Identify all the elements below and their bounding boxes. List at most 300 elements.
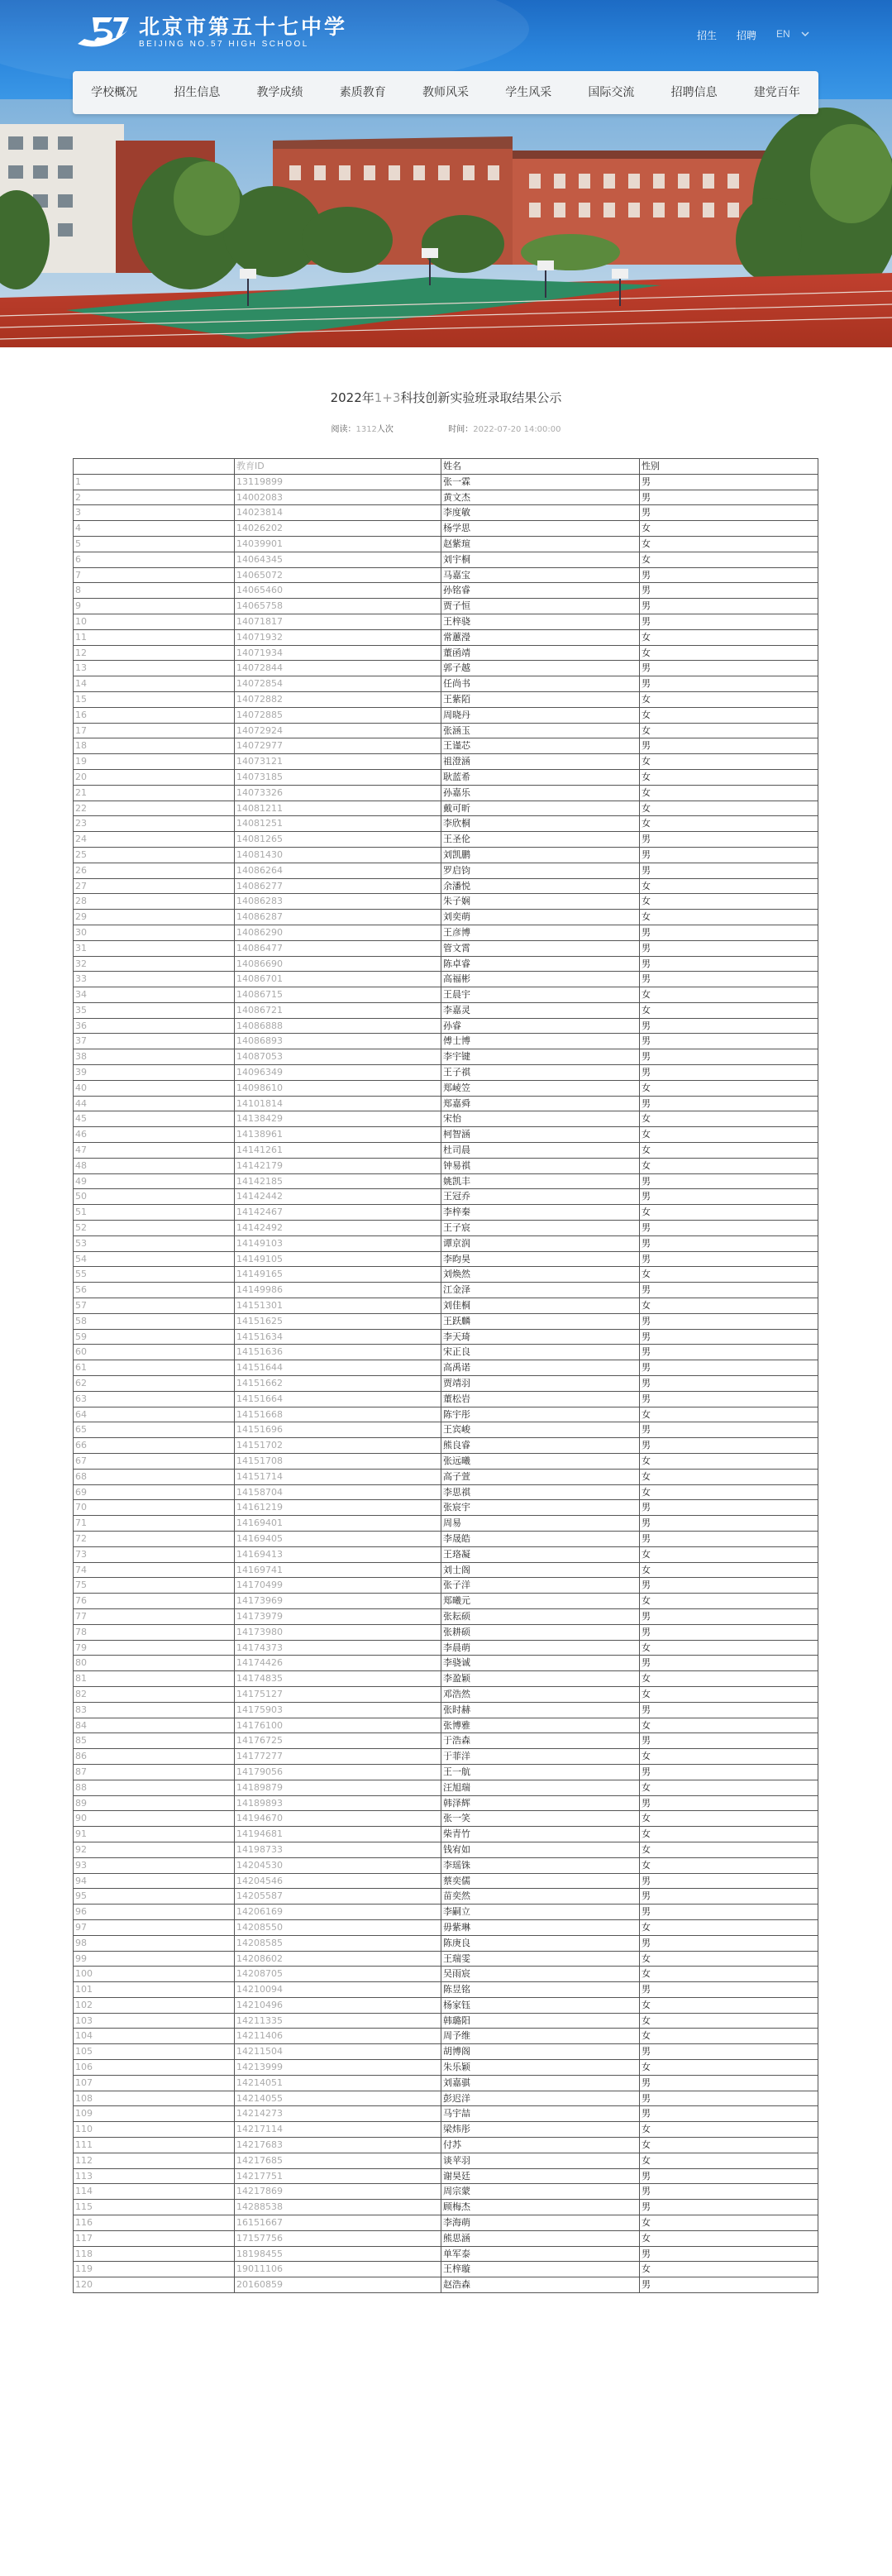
- education-id: 14179056: [235, 1764, 441, 1780]
- student-name: 王紫陌: [441, 691, 640, 707]
- table-row: [74, 521, 818, 537]
- row-index: 79: [74, 1640, 235, 1656]
- gender: 男: [640, 1096, 818, 1111]
- education-id: 14086893: [235, 1034, 441, 1049]
- student-name: 王谨芯: [441, 738, 640, 754]
- table-row: [74, 1143, 818, 1159]
- gender: 女: [640, 1546, 818, 1562]
- student-name: 谈苹羽: [441, 2153, 640, 2168]
- nav-quality-education[interactable]: 素质教育: [339, 86, 386, 99]
- gender: 男: [640, 1034, 818, 1049]
- row-index: 16: [74, 707, 235, 723]
- gender: 女: [640, 645, 818, 661]
- table-row: [74, 801, 818, 816]
- row-index: 11: [74, 629, 235, 645]
- gender: 女: [640, 2013, 818, 2029]
- row-index: 103: [74, 2013, 235, 2029]
- education-id: 17157756: [235, 2230, 441, 2246]
- education-id: 14214055: [235, 2091, 441, 2106]
- education-id: 14176725: [235, 1733, 441, 1749]
- education-id: 13119899: [235, 474, 441, 490]
- row-index: 61: [74, 1360, 235, 1376]
- row-index: 87: [74, 1764, 235, 1780]
- student-name: 任尚书: [441, 676, 640, 692]
- gender: 女: [640, 1718, 818, 1733]
- table-row: [74, 2168, 818, 2184]
- row-index: 8: [74, 583, 235, 599]
- student-name: 柯智涵: [441, 1127, 640, 1143]
- table-row: [74, 1827, 818, 1842]
- views-value: 1312: [355, 425, 377, 434]
- student-name: 钱宥如: [441, 1842, 640, 1857]
- gender: 女: [640, 878, 818, 894]
- language-switch[interactable]: [776, 28, 809, 42]
- student-name: 胡博阁: [441, 2044, 640, 2060]
- row-index: 90: [74, 1811, 235, 1827]
- row-index: 32: [74, 956, 235, 972]
- education-id: 14208585: [235, 1935, 441, 1951]
- nav-admissions[interactable]: 招生信息: [174, 86, 221, 99]
- nav-party-centenary[interactable]: 建党百年: [753, 86, 800, 99]
- gender: 男: [640, 490, 818, 505]
- title-highlight: 1+3: [374, 390, 401, 405]
- gender: 男: [640, 1065, 818, 1081]
- row-index: 30: [74, 925, 235, 940]
- table-row: [74, 832, 818, 848]
- student-name: 张耕硕: [441, 1624, 640, 1640]
- gender: 男: [640, 1531, 818, 1546]
- table-row: [74, 1500, 818, 1516]
- education-id: 14208550: [235, 1919, 441, 1935]
- student-name: 马嘉宝: [441, 567, 640, 583]
- row-index: 93: [74, 1857, 235, 1873]
- student-name: 郑曦元: [441, 1594, 640, 1609]
- gender: 男: [640, 1733, 818, 1749]
- table-row: [74, 1283, 818, 1298]
- table-row: [74, 723, 818, 738]
- gender: 女: [640, 1407, 818, 1422]
- student-name: 彭迟洋: [441, 2091, 640, 2106]
- gender: 男: [640, 1391, 818, 1407]
- gender: 男: [640, 940, 818, 956]
- nav-international[interactable]: 国际交流: [588, 86, 635, 99]
- student-name: 李思祺: [441, 1484, 640, 1500]
- gender: 女: [640, 910, 818, 925]
- row-index: 40: [74, 1080, 235, 1096]
- row-index: 102: [74, 1997, 235, 2013]
- table-row: [74, 490, 818, 505]
- student-name: 宋正良: [441, 1345, 640, 1360]
- table-row: [74, 1158, 818, 1173]
- education-id: 14151301: [235, 1298, 441, 1314]
- row-index: 18: [74, 738, 235, 754]
- table-row: [74, 1422, 818, 1438]
- nav-teaching-results[interactable]: 教学成绩: [256, 86, 303, 99]
- table-row: [74, 1189, 818, 1205]
- student-name: 陈宇彤: [441, 1407, 640, 1422]
- table-row: [74, 1982, 818, 1998]
- student-name: 周易: [441, 1516, 640, 1532]
- gender: 女: [640, 1143, 818, 1159]
- row-index: 63: [74, 1391, 235, 1407]
- row-index: 69: [74, 1484, 235, 1500]
- table-row: [74, 1080, 818, 1096]
- education-id: 14151662: [235, 1376, 441, 1392]
- gender: 女: [640, 1469, 818, 1484]
- gender: 女: [640, 816, 818, 832]
- nav-school-overview[interactable]: 学校概况: [91, 86, 138, 99]
- education-id: 14086690: [235, 956, 441, 972]
- education-id: 14211406: [235, 2029, 441, 2044]
- table-row: [74, 1935, 818, 1951]
- table-row: [74, 505, 818, 521]
- table-row: [74, 1065, 818, 1081]
- education-id: 14098610: [235, 1080, 441, 1096]
- student-name: 蔡奕儒: [441, 1873, 640, 1889]
- gender: 男: [640, 1189, 818, 1205]
- table-row: [74, 940, 818, 956]
- gender: 女: [640, 1686, 818, 1702]
- education-id: 14086290: [235, 925, 441, 940]
- gender: 女: [640, 769, 818, 785]
- student-name: 管文霄: [441, 940, 640, 956]
- table-row: [74, 1624, 818, 1640]
- education-id: 14189879: [235, 1780, 441, 1795]
- school-logo[interactable]: [74, 10, 347, 56]
- student-name: 陈庚良: [441, 1935, 640, 1951]
- row-index: 44: [74, 1096, 235, 1111]
- student-name: 李梓秦: [441, 1205, 640, 1221]
- student-name: 李度敏: [441, 505, 640, 521]
- student-name: 王一航: [441, 1764, 640, 1780]
- education-id: 14217683: [235, 2138, 441, 2153]
- row-index: 64: [74, 1407, 235, 1422]
- education-id: 14002083: [235, 490, 441, 505]
- student-name: 刘士阁: [441, 1562, 640, 1578]
- student-name: 罗启钧: [441, 863, 640, 878]
- education-id: 14071934: [235, 645, 441, 661]
- gender: 男: [640, 2277, 818, 2293]
- gender: 女: [640, 1749, 818, 1765]
- table-row: [74, 894, 818, 910]
- gender: 女: [640, 1594, 818, 1609]
- table-row: [74, 536, 818, 552]
- table-row: [74, 754, 818, 770]
- student-name: 毋紫琳: [441, 1919, 640, 1935]
- education-id: 14169401: [235, 1516, 441, 1532]
- table-row: [74, 599, 818, 614]
- gender: 男: [640, 1873, 818, 1889]
- gender: 男: [640, 1221, 818, 1236]
- table-row: [74, 910, 818, 925]
- education-id: 14142179: [235, 1158, 441, 1173]
- student-name: 李昀昊: [441, 1251, 640, 1267]
- top-link-admissions[interactable]: 招生: [696, 30, 717, 41]
- table-row: [74, 1702, 818, 1718]
- table-row: [74, 1686, 818, 1702]
- row-index: 119: [74, 2262, 235, 2277]
- gender: 男: [640, 1982, 818, 1998]
- student-name: 于菲洋: [441, 1749, 640, 1765]
- student-name: 祖澄涵: [441, 754, 640, 770]
- student-name: 张一笑: [441, 1811, 640, 1827]
- education-id: 14169741: [235, 1562, 441, 1578]
- student-name: 戴可昕: [441, 801, 640, 816]
- row-index: 65: [74, 1422, 235, 1438]
- gender: 男: [640, 1935, 818, 1951]
- row-index: 86: [74, 1749, 235, 1765]
- education-id: 14064345: [235, 552, 441, 567]
- gender: 女: [640, 723, 818, 738]
- table-row: [74, 738, 818, 754]
- education-id: 14086721: [235, 1002, 441, 1018]
- student-name: 贾靖羽: [441, 1376, 640, 1392]
- education-id: 16151667: [235, 2215, 441, 2231]
- education-id: 14151708: [235, 1454, 441, 1470]
- row-index: 98: [74, 1935, 235, 1951]
- gender: 男: [640, 925, 818, 940]
- table-header-row: [74, 459, 818, 475]
- gender: 男: [640, 1438, 818, 1454]
- row-index: 91: [74, 1827, 235, 1842]
- gender: 女: [640, 1967, 818, 1982]
- education-id: 14177277: [235, 1749, 441, 1765]
- education-id: 14072924: [235, 723, 441, 738]
- student-name: 李嘉灵: [441, 1002, 640, 1018]
- table-row: [74, 2060, 818, 2076]
- gender: 男: [640, 2200, 818, 2215]
- education-id: 14023814: [235, 505, 441, 521]
- table-row: [74, 987, 818, 1003]
- table-row: [74, 1345, 818, 1360]
- nav-teachers[interactable]: 教师风采: [422, 86, 469, 99]
- student-name: 李宇键: [441, 1049, 640, 1065]
- table-row: [74, 1811, 818, 1827]
- row-index: 27: [74, 878, 235, 894]
- row-index: 110: [74, 2122, 235, 2138]
- table-row: [74, 2215, 818, 2231]
- table-row: [74, 1764, 818, 1780]
- student-name: 于浩森: [441, 1733, 640, 1749]
- row-index: 100: [74, 1967, 235, 1982]
- gender: 男: [640, 661, 818, 676]
- row-index: 55: [74, 1267, 235, 1283]
- table-row: [74, 1484, 818, 1500]
- nav-jobs[interactable]: 招聘信息: [670, 86, 718, 99]
- row-index: 99: [74, 1951, 235, 1967]
- gender: 男: [640, 1889, 818, 1905]
- student-name: 刘焕然: [441, 1267, 640, 1283]
- education-id: 14142492: [235, 1221, 441, 1236]
- education-id: 14206169: [235, 1905, 441, 1920]
- table-row: [74, 1857, 818, 1873]
- education-id: 14151644: [235, 1360, 441, 1376]
- gender: 女: [640, 1267, 818, 1283]
- top-links: [697, 28, 809, 42]
- gender: 男: [640, 832, 818, 848]
- row-index: 120: [74, 2277, 235, 2293]
- education-id: 14176100: [235, 1718, 441, 1733]
- table-row: [74, 1111, 818, 1127]
- education-id: 14217869: [235, 2184, 441, 2200]
- gender: 女: [640, 691, 818, 707]
- row-index: 72: [74, 1531, 235, 1546]
- gender: 男: [640, 2106, 818, 2122]
- row-index: 85: [74, 1733, 235, 1749]
- row-index: 94: [74, 1873, 235, 1889]
- row-index: 46: [74, 1127, 235, 1143]
- logo-chinese-name: 北京市第五十七中学: [139, 15, 348, 39]
- gender: 男: [640, 2184, 818, 2200]
- student-name: 汪旭瑞: [441, 1780, 640, 1795]
- row-index: 73: [74, 1546, 235, 1562]
- student-name: 周晓丹: [441, 707, 640, 723]
- student-name: 杨学思: [441, 521, 640, 537]
- row-index: 66: [74, 1438, 235, 1454]
- gender: 男: [640, 1702, 818, 1718]
- education-id: 14174373: [235, 1640, 441, 1656]
- row-index: 104: [74, 2029, 235, 2044]
- table-row: [74, 661, 818, 676]
- student-name: 黄文杰: [441, 490, 640, 505]
- student-name: 韩泽辉: [441, 1795, 640, 1811]
- nav-students[interactable]: 学生风采: [505, 86, 552, 99]
- education-id: 14073326: [235, 785, 441, 801]
- header-name: 姓名: [441, 459, 640, 475]
- education-id: 14081251: [235, 816, 441, 832]
- student-name: 王彦博: [441, 925, 640, 940]
- table-row: [74, 1313, 818, 1329]
- gender: 男: [640, 583, 818, 599]
- row-index: 70: [74, 1500, 235, 1516]
- time-value: 2022-07-20 14:00:00: [473, 425, 561, 434]
- student-name: 郑嘉舜: [441, 1096, 640, 1111]
- row-index: 51: [74, 1205, 235, 1221]
- row-index: 25: [74, 847, 235, 863]
- table-row: [74, 1905, 818, 1920]
- table-row: [74, 1842, 818, 1857]
- education-id: 14087053: [235, 1049, 441, 1065]
- table-row: [74, 2200, 818, 2215]
- table-row: [74, 1018, 818, 1034]
- row-index: 2: [74, 490, 235, 505]
- row-index: 53: [74, 1235, 235, 1251]
- education-id: 14086277: [235, 878, 441, 894]
- gender: 男: [640, 2044, 818, 2060]
- student-name: 傅士博: [441, 1034, 640, 1049]
- education-id: 14169405: [235, 1531, 441, 1546]
- table-row: [74, 1298, 818, 1314]
- student-name: 王珞凝: [441, 1546, 640, 1562]
- row-index: 89: [74, 1795, 235, 1811]
- table-row: [74, 1951, 818, 1967]
- student-name: 董函靖: [441, 645, 640, 661]
- row-index: 117: [74, 2230, 235, 2246]
- education-id: 14174426: [235, 1656, 441, 1671]
- education-id: 14217751: [235, 2168, 441, 2184]
- row-index: 80: [74, 1656, 235, 1671]
- education-id: 14072844: [235, 661, 441, 676]
- student-name: 高子萱: [441, 1469, 640, 1484]
- gender: 女: [640, 1857, 818, 1873]
- row-index: 37: [74, 1034, 235, 1049]
- education-id: 14142467: [235, 1205, 441, 1221]
- table-row: [74, 847, 818, 863]
- gender: 男: [640, 1578, 818, 1594]
- education-id: 14173979: [235, 1608, 441, 1624]
- gender: 男: [640, 2091, 818, 2106]
- table-row: [74, 1594, 818, 1609]
- row-index: 45: [74, 1111, 235, 1127]
- table-row: [74, 1656, 818, 1671]
- gender: 男: [640, 1608, 818, 1624]
- gender: 男: [640, 2246, 818, 2262]
- education-id: 14151634: [235, 1329, 441, 1345]
- row-index: 108: [74, 2091, 235, 2106]
- student-name: 刘宇桐: [441, 552, 640, 567]
- gender: 女: [640, 1127, 818, 1143]
- gender: 女: [640, 2138, 818, 2153]
- student-name: 顾梅杰: [441, 2200, 640, 2215]
- education-id: 14072854: [235, 676, 441, 692]
- student-name: 郭子越: [441, 661, 640, 676]
- education-id: 14174835: [235, 1671, 441, 1687]
- row-index: 111: [74, 2138, 235, 2153]
- student-name: 李海萌: [441, 2215, 640, 2231]
- row-index: 83: [74, 1702, 235, 1718]
- education-id: 14173980: [235, 1624, 441, 1640]
- row-index: 22: [74, 801, 235, 816]
- table-row: [74, 785, 818, 801]
- gender: 男: [640, 1329, 818, 1345]
- gender: 男: [640, 599, 818, 614]
- table-row: [74, 2029, 818, 2044]
- table-row: [74, 1531, 818, 1546]
- education-id: 14073185: [235, 769, 441, 785]
- row-index: 105: [74, 2044, 235, 2060]
- row-index: 77: [74, 1608, 235, 1624]
- table-row: [74, 1967, 818, 1982]
- row-index: 33: [74, 972, 235, 987]
- gender: 女: [640, 894, 818, 910]
- row-index: 3: [74, 505, 235, 521]
- row-index: 106: [74, 2060, 235, 2076]
- student-name: 朱子娴: [441, 894, 640, 910]
- table-row: [74, 1221, 818, 1236]
- gender: 男: [640, 1251, 818, 1267]
- row-index: 88: [74, 1780, 235, 1795]
- gender: 女: [640, 801, 818, 816]
- education-id: 14205587: [235, 1889, 441, 1905]
- gender: 男: [640, 1283, 818, 1298]
- table-row: [74, 863, 818, 878]
- gender: 男: [640, 1500, 818, 1516]
- student-name: 王子宸: [441, 1221, 640, 1236]
- student-name: 付苏: [441, 2138, 640, 2153]
- gender: 男: [640, 1360, 818, 1376]
- table-row: [74, 1329, 818, 1345]
- table-row: [74, 1267, 818, 1283]
- student-name: 单军泰: [441, 2246, 640, 2262]
- student-name: 高禹诺: [441, 1360, 640, 1376]
- top-link-recruitment[interactable]: 招聘: [736, 30, 756, 41]
- row-index: 1: [74, 474, 235, 490]
- student-name: 李盈颖: [441, 1671, 640, 1687]
- student-name: 王宾峻: [441, 1422, 640, 1438]
- table-row: [74, 1173, 818, 1189]
- row-index: 109: [74, 2106, 235, 2122]
- student-name: 陈卓睿: [441, 956, 640, 972]
